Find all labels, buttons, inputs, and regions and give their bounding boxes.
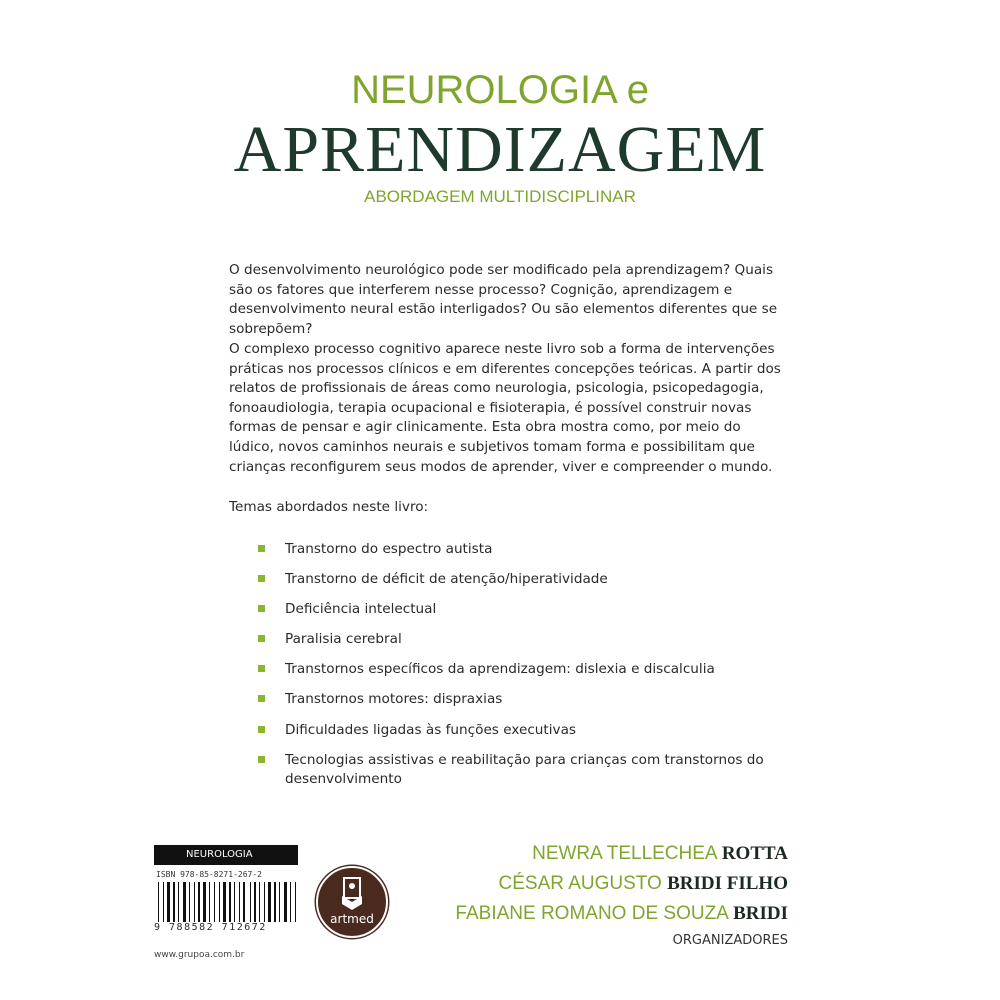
author-last-name: BRIDI	[733, 903, 788, 924]
title-line-2: APRENDIZAGEM	[233, 113, 767, 186]
isbn: ISBN 978-85-8271-267-2	[156, 870, 262, 879]
bullet-square-icon	[258, 665, 265, 672]
category-label: NEUROLOGIA	[154, 845, 298, 865]
bullet-square-icon	[258, 635, 265, 642]
author-first-name: CÉSAR AUGUSTO	[498, 873, 662, 894]
author-last-name: BRIDI FILHO	[667, 873, 788, 894]
author-last-name: ROTTA	[721, 843, 788, 864]
list-item	[258, 630, 778, 650]
barcode-number: 9 788582 712672	[154, 922, 267, 933]
reader-book-icon	[318, 874, 386, 914]
author-3	[455, 903, 788, 925]
list-item	[258, 721, 778, 741]
list-item	[258, 660, 778, 680]
topic-text: Dificuldades ligadas às funções executivas	[285, 721, 576, 738]
topics-list	[258, 540, 778, 800]
artmed-logo	[316, 866, 388, 938]
bullet-square-icon	[258, 756, 265, 763]
topic-text: Transtornos motores: dispraxias	[285, 691, 503, 708]
barcode	[156, 882, 298, 922]
topic-text: Deficiência intelectual	[285, 601, 437, 618]
list-item	[258, 540, 778, 560]
title-line-1: NEUROLOGIA e	[351, 68, 649, 112]
topic-text: Transtornos específicos da aprendizagem: dislexia e discalculia	[285, 661, 715, 678]
author-1	[532, 843, 788, 865]
list-item	[258, 690, 778, 710]
list-item	[258, 570, 778, 590]
bullet-square-icon	[258, 605, 265, 612]
topic-text: Tecnologias assistivas e reabilitação para crianças com transtornos do desenvolvimento	[285, 751, 764, 788]
author-2	[499, 873, 788, 895]
topics-heading: Temas abordados neste livro:	[229, 499, 429, 515]
list-item	[258, 751, 778, 790]
topic-text: Transtorno do espectro autista	[285, 541, 493, 557]
topic-text: Paralisia cerebral	[285, 631, 402, 648]
role-label: ORGANIZADORES	[672, 933, 788, 948]
bullet-square-icon	[258, 575, 265, 582]
bullet-square-icon	[258, 545, 265, 552]
author-first-name: NEWRA TELLECHEA	[532, 843, 717, 864]
description-paragraph: O complexo processo cognitivo aparece neste livro sob a forma de intervenções práticas nos processos clínicos e em diferentes concepções teóricas. A partir dos relatos de profissionais de áreas como neurologia, psicologia, psicopedagogia, fonoaudiologia, terapia ocupacional e fisioterapia, é possível construir novas formas de pensar e agir clinicamente. Esta obra mostra como, por meio do lúdico, novos caminhos neurais e subjetivos tomam forma e possibilitam que crianças reconfigurem seus modos de aprender, viver e compreender o mundo.	[229, 341, 781, 475]
bullet-square-icon	[258, 695, 265, 702]
intro-paragraph: O desenvolvimento neurológico pode ser modificado pela aprendizagem? Quais são os fatores que interferem nesse processo? Cognição, aprendizagem e desenvolvimento neural estão interligados? Ou são elementos diferentes que se sobrepõem?	[229, 262, 778, 337]
subtitle: ABORDAGEM MULTIDISCIPLINAR	[364, 187, 636, 206]
list-item	[258, 600, 778, 620]
bullet-square-icon	[258, 726, 265, 733]
author-first-name: FABIANE ROMANO DE SOUZA	[455, 903, 728, 924]
website-url: www.grupoa.com.br	[154, 950, 245, 960]
publisher-name: artmed	[330, 912, 374, 926]
topic-text: Transtorno de déficit de atenção/hiperatividade	[285, 571, 608, 588]
